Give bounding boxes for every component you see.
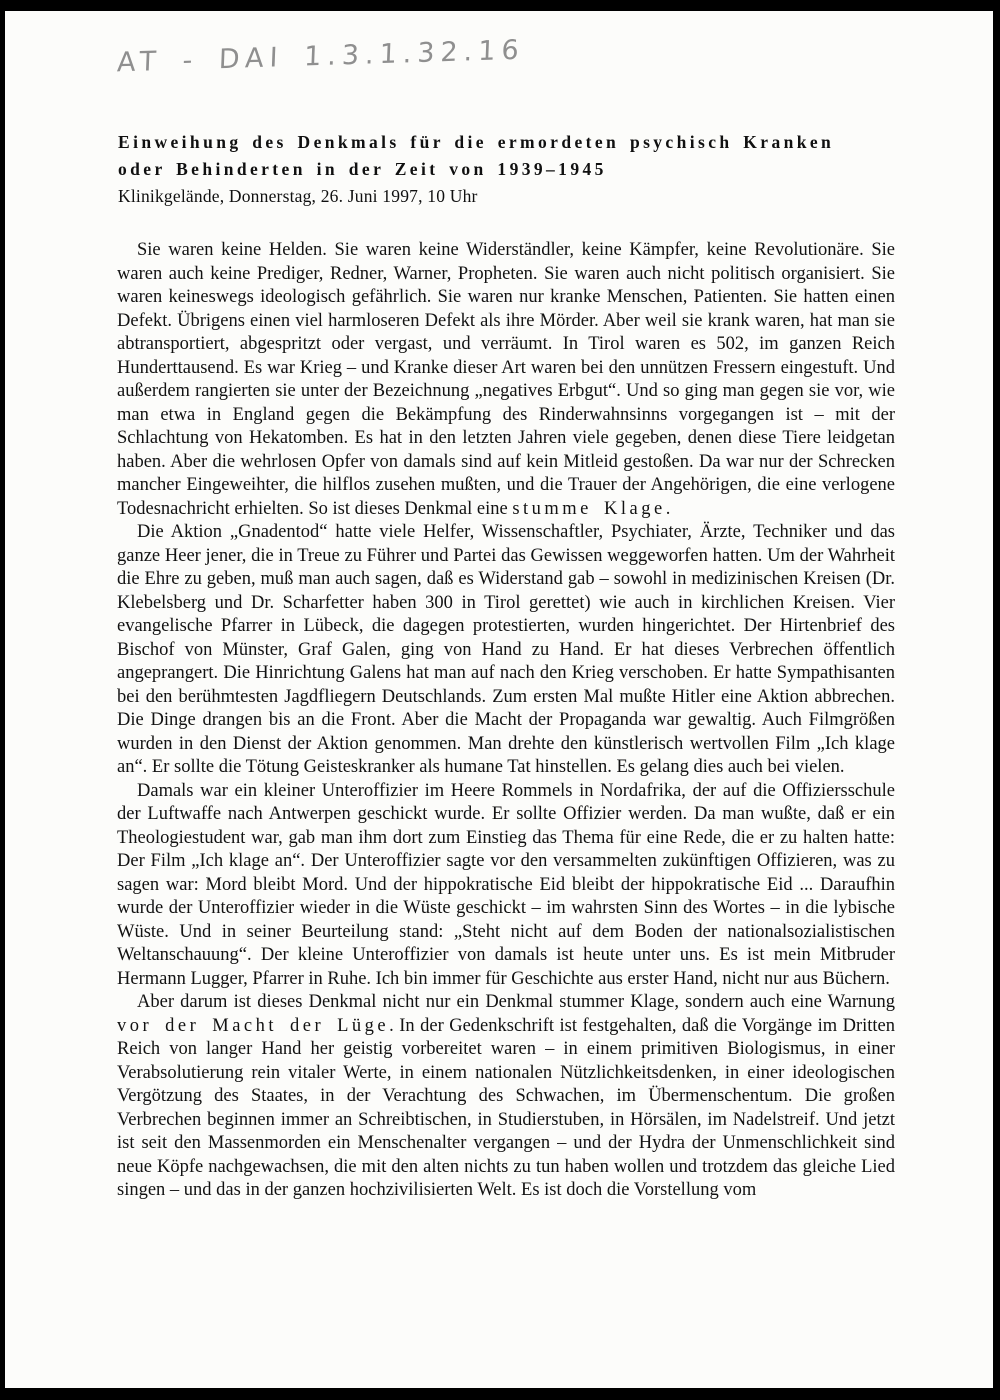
paragraph <box>117 991 895 1203</box>
emphasized-spaced-text: vor der Macht der Lüge <box>117 1015 390 1036</box>
document-title-line-1: Einweihung des Denkmals für die ermordeten psychisch Kranken <box>118 132 835 152</box>
document-page <box>5 11 993 1388</box>
paragraph-text: Die Aktion „Gnadentod“ hatte viele Helfer, Wissenschaftler, Psychiater, Ärzte, Techniker und das ganze Heer jener, die in Treue zu Führer und Partei das Gewissen weggeworfen hatten. Um der Wahrheit die Ehre zu geben, muß man auch sagen, daß es Widerstand gab – sowohl in medizinischen Kreisen (Dr. Klebelsberg und Dr. Scharfetter haben 300 in Tirol gerettet) wie auch in kirchlichen Kreisen. Vier evangelische Pfarrer in Lübeck, die dagegen protestierten, wurden hingerichtet. Der Hirtenbrief des Bischof von Münster, Graf Galen, ging von Hand zu Hand. Er hat dieses Verbrechen öffentlich angeprangert. Die Hinrichtung Galens hat man auf nach den Krieg verschoben. Er hatte Sympathisanten bei den berühmtesten Jagdfliegern Deutschlands. Zum ersten Mal mußte Hitler eine Aktion abbrechen. Die Dinge drangen bis an die Front. Aber die Macht der Propaganda war gewaltig. Auch Filmgrößen wurden in den Dienst der Aktion genommen. Man drehte den künstlerisch wertvollen Film „Ich klage an“. Er sollte die Tötung Geisteskranker als humane Tat hinstellen. Es gelang dies auch bei vielen. <box>117 522 895 777</box>
document-body <box>117 239 895 1203</box>
paragraph <box>117 780 895 992</box>
emphasized-spaced-text: stumme Klage. <box>512 498 674 519</box>
paragraph-text: Aber darum ist dieses Denkmal nicht nur ein Denkmal stummer Klage, sondern auch eine Warnung <box>137 992 895 1012</box>
document-subtitle: Klinikgelände, Donnerstag, 26. Juni 1997, 10 Uhr <box>118 186 478 206</box>
document-title-line-2: oder Behinderten in der Zeit von 1939–1945 <box>118 159 607 179</box>
paragraph <box>117 521 895 780</box>
archive-reference-annotation: AT - DAI 1.3.1.32.16 <box>116 34 526 79</box>
paragraph-text: . In der Gedenkschrift ist festgehalten, daß die Vorgänge im Dritten Reich von langer Hand her geistig vorbereitet waren – in einem primitiven Biologismus, in einer Verabsolutierung rein vitaler Werte, in einem nationalen Nützlichkeitsdenken, in einer ideologischen Vergötzung des Staates, in der Verachtung des Schwachen, im Übermenschentum. Die großen Verbrechen beginnen immer an Schreibtischen, in Studierstuben, in Hörsälen, im Nadelstreif. Und jetzt ist seit den Massenmorden ein Menschenalter vergangen – und der Hydra der Unmenschlichkeit sind neue Köpfe nachgewachsen, die mit den alten nichts zu tun haben wollen und trotzdem das gleiche Lied singen – und das in der ganzen hochzivilisierten Welt. Es ist doch die Vorstellung vom <box>117 1015 895 1200</box>
document-header <box>118 129 834 210</box>
paragraph-text: Damals war ein kleiner Unteroffizier im Heere Rommels in Nordafrika, der auf die Offiziersschule der Luftwaffe nach Antwerpen geschickt wurde. Er sollte Offizier werden. Da man wußte, daß er ein Theologiestudent war, gab man ihm dort zum Einstieg das Thema für eine Rede, die er zu halten hatte: Der Film „Ich klage an“. Der Unteroffizier sagte vor den versammelten zukünftigen Offizieren, was zu sagen war: Mord bleibt Mord. Und der hippokratische Eid bleibt der hippokratische Eid ... Daraufhin wurde der Unteroffizier wieder in die Wüste geschickt – im wahrsten Sinn des Wortes – in die lybische Wüste. Und in seiner Beurteilung stand: „Steht nicht auf dem Boden der nationalsozialistischen Weltanschauung“. Der kleine Unteroffizier von damals ist heute unter uns. Es ist mein Mitbruder Hermann Lugger, Pfarrer in Ruhe. Ich bin immer für Geschichte aus erster Hand, nicht nur aus Büchern. <box>117 780 895 989</box>
paragraph-text: Sie waren keine Helden. Sie waren keine Widerständler, keine Kämpfer, keine Revolutionäre. Sie waren auch keine Prediger, Redner, Warner, Propheten. Sie waren auch nicht politisch organisiert. Sie waren keineswegs ideologisch gefährlich. Sie waren nur kranke Menschen, Patienten. Sie hatten einen Defekt. Übrigens einen viel harmloseren Defekt als ihre Mörder. Aber weil sie krank waren, hat man sie abtransportiert, abgespritzt oder vergast, und verräumt. In Tirol waren es 502, im ganzen Reich Hunderttausend. Es war Krieg – und Kranke dieser Art waren bei den unnützen Fressern eingestuft. Und außerdem rangierten sie unter der Bezeichnung „negatives Erbgut“. Und so ging man gegen sie vor, wie man etwa in England gegen die Bekämpfung des Rinderwahnsinns vorgegangen ist – mit der Schlachtung von Hekatomben. Es hat in den letzten Jahren viele gegeben, denen diese Tiere leidgetan haben. Aber die wehrlosen Opfer von damals sind auf kein Mitleid gestoßen. Da war nur der Schrecken mancher Eingeweihter, die hilflos zusehen mußten, und die Trauer der Angehörigen, die eine verlogene Todesnachricht erhielten. So ist dieses Denkmal eine <box>117 240 895 519</box>
paragraph <box>117 239 895 521</box>
